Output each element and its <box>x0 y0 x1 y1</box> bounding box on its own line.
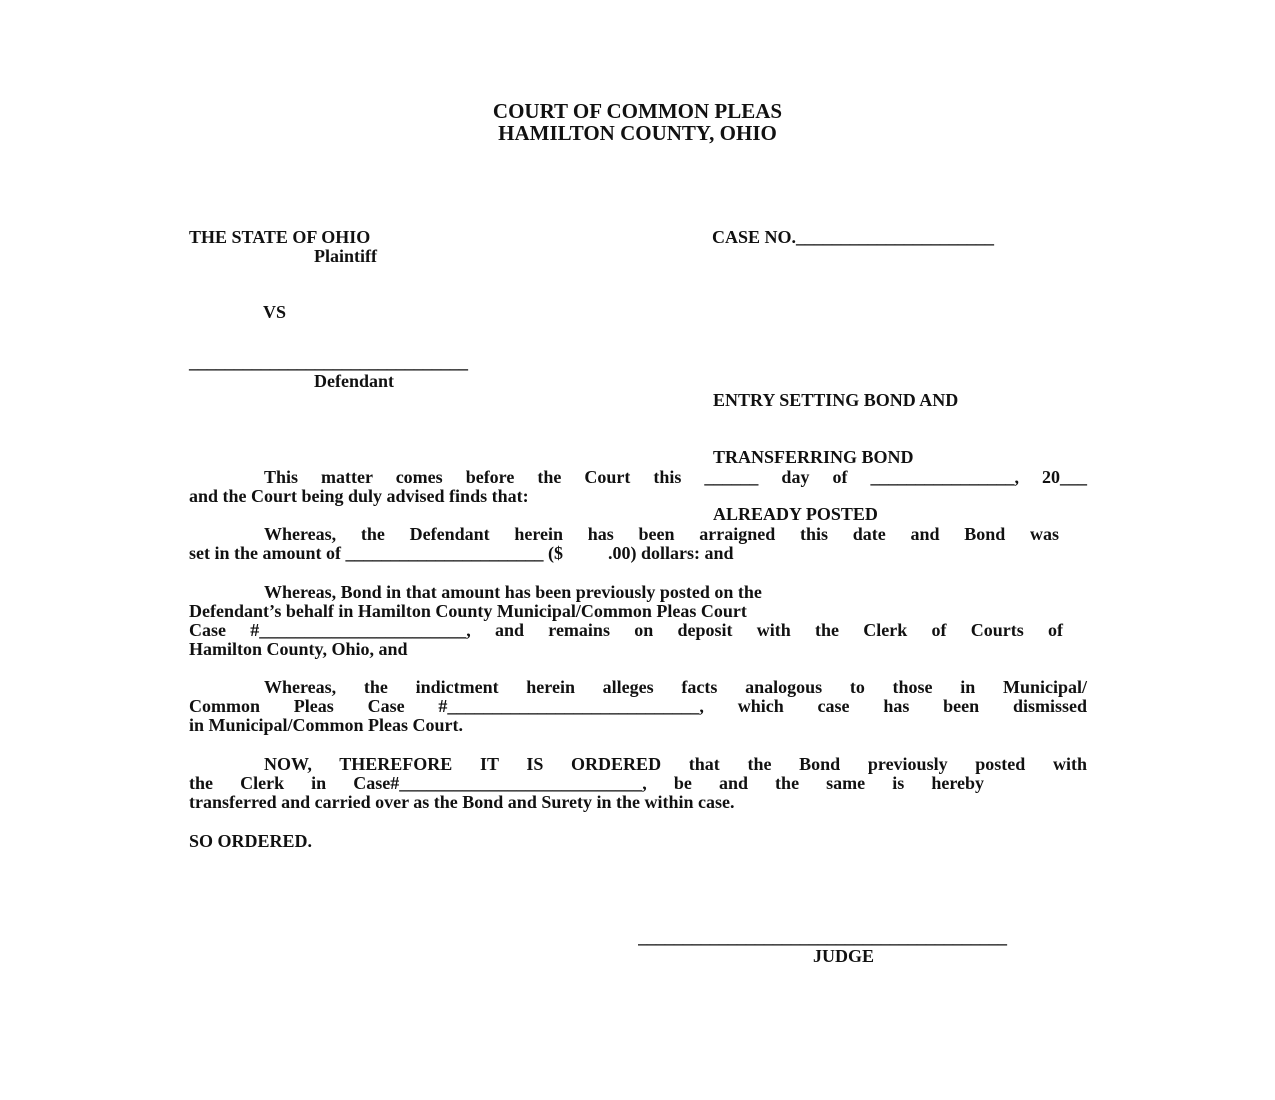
paragraph-line: Hamilton County, Ohio, and <box>189 639 408 659</box>
paragraph-line: This matter comes before the Court this ______ day of ________________, 20___ <box>264 467 1087 487</box>
paragraph-line: in Municipal/Common Pleas Court. <box>189 715 464 735</box>
judge-label: JUDGE <box>813 946 875 966</box>
entry-title-line: TRANSFERRING BOND <box>713 447 914 467</box>
judge-signature-line: _________________________________________ <box>638 928 1007 947</box>
paragraph-line: Case #_______________________, and remains on deposit with the Clerk of Courts of <box>189 620 1063 640</box>
paragraph-bond-previously-posted <box>189 583 1087 659</box>
entry-title-line: ALREADY POSTED <box>713 504 878 524</box>
paragraph-line: the Clerk in Case#___________________________, be and the same is hereby <box>189 773 984 793</box>
paragraph-line: and the Court being duly advised finds that: <box>189 486 529 506</box>
paragraph-line: transferred and carried over as the Bond and Surety in the within case. <box>189 792 735 812</box>
paragraph-line: Whereas, Bond in that amount has been previously posted on the <box>264 582 762 602</box>
paragraph-matter-before-court <box>189 468 1087 506</box>
county-name: HAMILTON COUNTY, OHIO <box>498 121 777 145</box>
plaintiff-label: Plaintiff <box>314 246 377 266</box>
case-number-field: CASE NO.______________________ <box>712 227 995 247</box>
entry-title-line: ENTRY SETTING BOND AND <box>713 390 959 410</box>
paragraph-line: set in the amount of ______________________ ($ .00) dollars: and <box>189 543 734 563</box>
entry-title <box>713 353 958 543</box>
paragraph-line: NOW, THEREFORE IT IS ORDERED that the Bond previously posted with <box>264 754 1087 774</box>
versus-label: VS <box>263 302 287 322</box>
paragraph-indictment <box>189 678 1087 735</box>
paragraph-line: Whereas, the indictment herein alleges facts analogous to those in Municipal/ <box>264 677 1087 697</box>
paragraph-bond-amount <box>189 525 1087 563</box>
plaintiff-name: THE STATE OF OHIO <box>189 227 371 247</box>
defendant-label: Defendant <box>314 371 394 391</box>
court-name: COURT OF COMMON PLEAS <box>492 99 783 123</box>
defendant-name-blank: _______________________________ <box>189 352 468 372</box>
paragraph-line: Common Pleas Case #____________________________, which case has been dismissed <box>189 696 1087 716</box>
paragraph-line: Defendant’s behalf in Hamilton County Municipal/Common Pleas Court <box>189 601 747 621</box>
paragraph-line: Whereas, the Defendant herein has been arraigned this date and Bond was <box>264 524 1059 544</box>
court-header <box>0 100 1275 144</box>
so-ordered: SO ORDERED. <box>189 831 313 851</box>
paragraph-order <box>189 755 1087 812</box>
